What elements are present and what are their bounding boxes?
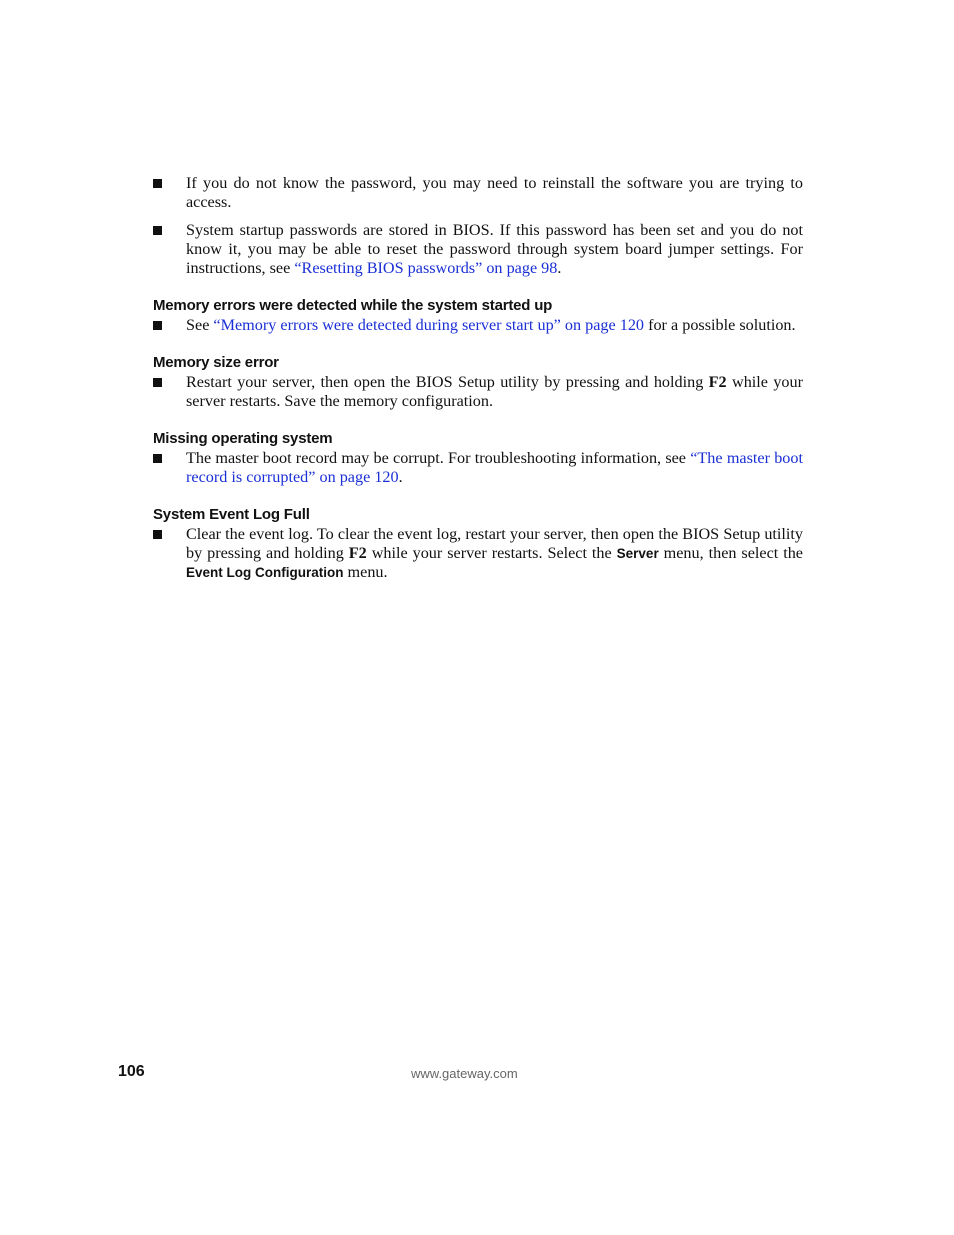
bullet-text: System startup passwords are stored in BIOS. If this password has been set and you do not know it, you may be able to reset the password through system board jumper settings. For instructions, see [186, 221, 803, 277]
bullet-text: menu, then select the [658, 544, 803, 562]
page-number: 106 [118, 1063, 145, 1080]
bullet-text: menu. [343, 563, 388, 581]
footer-url: www.gateway.com [411, 1066, 518, 1081]
bullet-square-icon [153, 530, 162, 539]
link-resetting-bios-passwords[interactable]: “Resetting BIOS passwords” on page 98 [294, 259, 558, 277]
list-item [153, 449, 803, 487]
list-item [153, 373, 803, 411]
bullet-square-icon [153, 226, 162, 235]
list-item [153, 525, 803, 582]
key-f2: F2 [708, 373, 727, 391]
link-memory-errors[interactable]: “Memory errors were detected during server start up” on page 120 [213, 316, 645, 334]
list-item [153, 174, 803, 212]
bullet-text: Clear the event log. To clear the event log, restart your server, then open the BIOS Setup utility by pressing and holding [186, 525, 803, 562]
bullet-text: . [557, 259, 562, 277]
bullet-text: for a possible solution. [644, 316, 796, 334]
bullet-text: Restart your server, then open the BIOS Setup utility by pressing and holding [186, 373, 709, 391]
bullet-text: The master boot record may be corrupt. For troubleshooting information, see [186, 449, 691, 467]
bullet-square-icon [153, 321, 162, 330]
bullet-text: See [186, 316, 214, 334]
bullet-square-icon [153, 378, 162, 387]
bullet-text: If you do not know the password, you may need to reinstall the software you are trying to access. [186, 174, 803, 211]
bullet-text: while your server restarts. Select the [366, 544, 617, 562]
bullet-square-icon [153, 454, 162, 463]
bullet-square-icon [153, 179, 162, 188]
key-f2: F2 [348, 544, 367, 562]
section-heading-memory-size-error: Memory size error [153, 354, 279, 371]
list-item [153, 316, 803, 335]
section-heading-missing-os: Missing operating system [153, 430, 333, 447]
section-heading-event-log-full: System Event Log Full [153, 506, 310, 523]
link-master-boot-record[interactable]: “The master boot record is corrupted” on page 120 [186, 449, 803, 486]
section-heading-memory-errors: Memory errors were detected while the system started up [153, 297, 553, 314]
bullet-text: while your server restarts. Save the memory configuration. [186, 373, 803, 410]
menu-name-event-log-configuration: Event Log Configuration [186, 565, 344, 580]
page-content [153, 174, 803, 582]
list-item [153, 221, 803, 278]
menu-name-server: Server [616, 546, 659, 561]
bullet-text: . [398, 468, 403, 486]
